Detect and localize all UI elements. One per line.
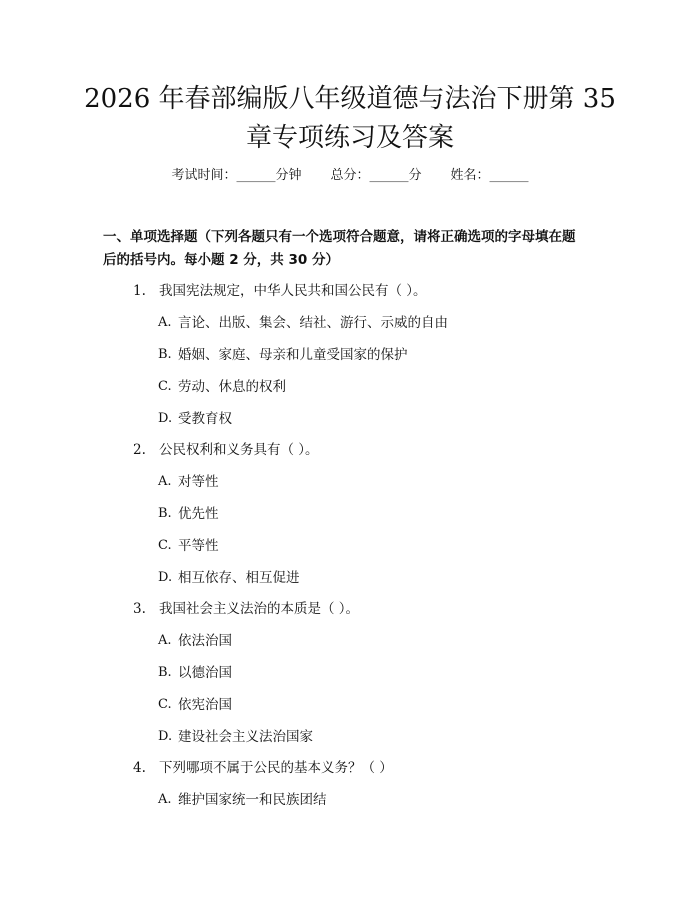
question-number: 4. [133,760,146,776]
question-text: 我国社会主义法治的本质是（ ）。 [159,601,360,617]
section-heading: 一、单项选择题（下列各题只有一个选项符合题意，请将正确选项的字母填在题 [103,229,576,245]
question-text: 公民权利和义务具有（ ）。 [159,442,319,458]
option-text: 依法治国 [178,633,232,649]
option-letter: B. [158,665,172,680]
option-text: 优先性 [178,506,219,522]
option-text: 依宪治国 [178,697,232,713]
question-text: 我国宪法规定，中华人民共和国公民有（ ）。 [159,283,427,299]
exam-meta [0,166,700,186]
option-letter: B. [158,347,172,362]
question-number: 1. [133,283,146,299]
total-score-field: 总分：______分 [330,168,422,183]
question-number: 2. [133,442,146,458]
option-text: 对等性 [178,474,219,490]
question-text: 下列哪项不属于公民的基本义务？（ ） [159,760,393,776]
page-title-line2: 章专项练习及答案 [245,123,454,153]
option-letter: D. [158,729,173,744]
option-text: 平等性 [178,538,219,554]
option-letter: C. [158,538,172,553]
question-number: 3. [133,601,146,617]
option-text: 维护国家统一和民族团结 [178,792,327,808]
option-text: 建设社会主义法治国家 [178,729,313,745]
option-letter: A. [158,633,172,648]
option-text: 相互依存、相互促进 [178,570,300,586]
section-heading-line2: 后的括号内。每小题 2 分，共 30 分） [103,252,339,268]
option-letter: C. [158,697,172,712]
option-letter: A. [158,474,172,489]
option-text: 以德治国 [178,665,232,681]
option-letter: A. [158,792,172,807]
option-text: 劳动、休息的权利 [178,379,286,395]
option-text: 受教育权 [178,411,232,427]
page-title: 2026 年春部编版八年级道德与法治下册第 35 [84,84,616,114]
student-name-field: 姓名：______ [450,168,529,183]
option-text: 言论、出版、集会、结社、游行、示威的自由 [178,315,448,331]
option-letter: B. [158,506,172,521]
option-letter: D. [158,570,173,585]
option-letter: A. [158,315,172,330]
option-letter: D. [158,411,173,426]
option-letter: C. [158,379,172,394]
exam-time-field: 考试时间：______分钟 [171,168,302,183]
option-text: 婚姻、家庭、母亲和儿童受国家的保护 [178,347,408,363]
